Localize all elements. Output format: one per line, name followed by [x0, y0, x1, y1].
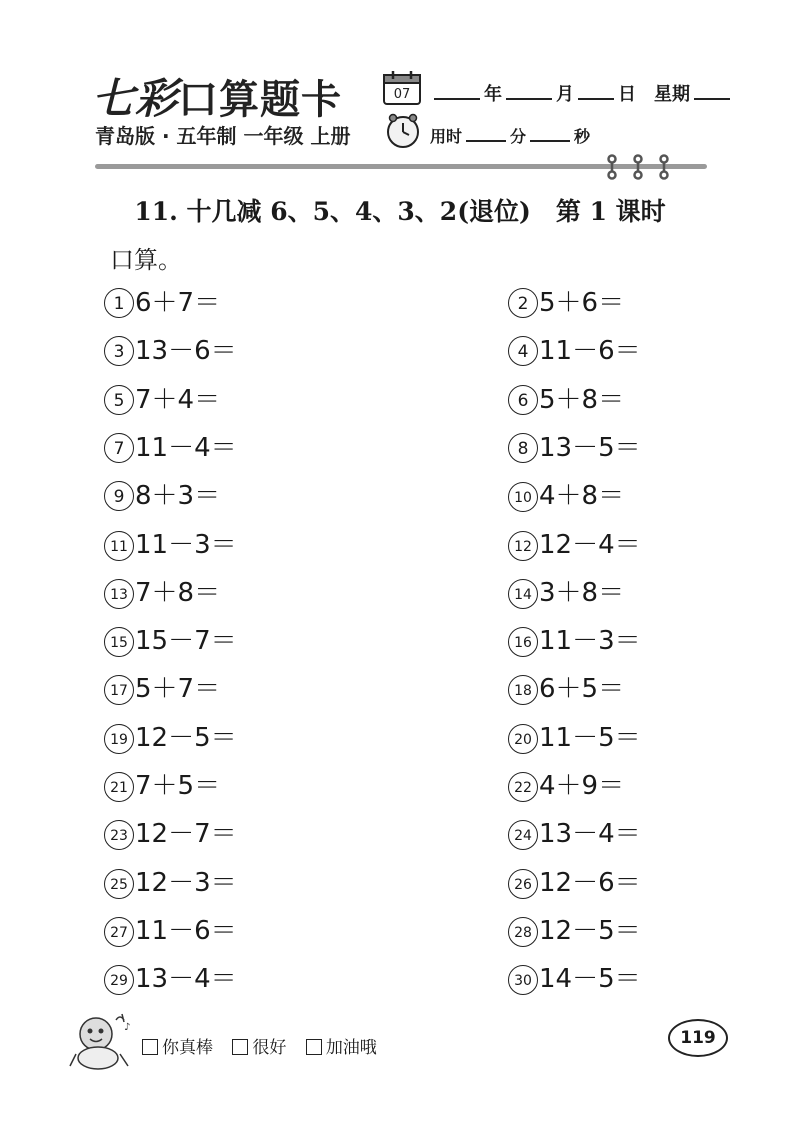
problem-expression: 11－4＝ — [135, 432, 237, 463]
problem-expression: 4＋9＝ — [539, 771, 625, 801]
problem-number: 29 — [104, 965, 134, 995]
problem-number: 24 — [508, 820, 538, 850]
problem-number: 14 — [508, 579, 538, 609]
clock-icon — [385, 113, 421, 149]
problem-item — [104, 813, 237, 850]
problem-item — [104, 572, 220, 609]
problem-expression: 12－5＝ — [135, 722, 237, 753]
problem-number: 6 — [508, 385, 538, 415]
problem-expression: 6＋5＝ — [539, 674, 625, 705]
problem-item — [508, 475, 624, 512]
weekday-label: 星期 — [654, 84, 690, 105]
problem-number: 3 — [104, 336, 134, 366]
problem-item — [508, 620, 641, 657]
checkbox[interactable] — [232, 1039, 248, 1055]
problem-item — [508, 813, 641, 850]
brand-title — [92, 66, 342, 126]
problem-number: 8 — [508, 433, 538, 463]
rating-label: 加油哦 — [325, 1038, 377, 1058]
checkbox[interactable] — [142, 1039, 158, 1055]
problem-expression: 12－7＝ — [135, 819, 237, 850]
problem-number: 12 — [508, 531, 538, 561]
problem-expression: 15－7＝ — [135, 626, 237, 657]
problem-number: 1 — [104, 288, 134, 318]
time-label: 用时 — [430, 127, 463, 146]
problem-number: 26 — [508, 869, 538, 899]
problem-number: 15 — [104, 627, 134, 657]
problem-expression: 12－6＝ — [539, 867, 641, 898]
problem-expression: 12－3＝ — [135, 867, 237, 898]
problem-expression: 12－5＝ — [539, 915, 641, 946]
problem-item — [104, 668, 220, 705]
binder-rings-icon — [604, 152, 674, 182]
problem-number: 19 — [104, 724, 134, 754]
problem-number: 27 — [104, 917, 134, 947]
problem-number: 21 — [104, 772, 134, 802]
problem-item — [104, 379, 220, 416]
day-label: 日 — [618, 84, 636, 105]
problem-item — [508, 668, 624, 705]
problem-expression: 11－6＝ — [539, 336, 641, 367]
problem-item — [508, 910, 641, 947]
rating-option-good[interactable] — [232, 1033, 286, 1058]
brand-stylized: 七彩 — [92, 74, 179, 123]
problem-expression: 7＋4＝ — [135, 384, 221, 415]
problem-expression: 14－5＝ — [539, 964, 641, 995]
problem-item — [104, 282, 220, 319]
problem-item — [104, 427, 237, 464]
problem-expression: 5＋8＝ — [539, 384, 625, 415]
problem-expression: 13－6＝ — [135, 336, 237, 367]
edition-label: 青岛版 · 五年制 一年级 上册 — [95, 124, 351, 148]
problem-item — [508, 717, 641, 754]
problem-item — [508, 379, 624, 416]
problem-item — [104, 910, 237, 947]
problem-number: 22 — [508, 772, 538, 802]
problem-item — [104, 862, 237, 899]
checkbox[interactable] — [306, 1039, 322, 1055]
problem-number: 10 — [508, 482, 538, 512]
problem-number: 25 — [104, 869, 134, 899]
month-label: 月 — [556, 84, 574, 105]
problem-expression: 13－4＝ — [539, 819, 641, 850]
rating-option-keep-going[interactable] — [306, 1033, 377, 1058]
calendar-icon — [382, 70, 422, 106]
problem-number: 7 — [104, 433, 134, 463]
problem-expression: 6＋7＝ — [135, 288, 221, 318]
problem-number: 30 — [508, 965, 538, 995]
month-blank[interactable] — [506, 84, 552, 100]
problem-expression: 5＋7＝ — [135, 674, 221, 705]
problem-item — [104, 765, 220, 802]
problem-number: 23 — [104, 820, 134, 850]
problem-expression: 13－5＝ — [539, 432, 641, 463]
problem-expression: 11－5＝ — [539, 722, 641, 753]
problem-number: 18 — [508, 675, 538, 705]
problem-number: 9 — [104, 481, 134, 511]
problem-number: 17 — [104, 675, 134, 705]
problem-expression: 12－4＝ — [539, 529, 641, 560]
problem-item — [104, 524, 237, 561]
problem-item — [508, 282, 624, 319]
problem-number: 16 — [508, 627, 538, 657]
problem-expression: 11－6＝ — [135, 915, 237, 946]
problem-item — [508, 765, 624, 802]
problem-item — [104, 330, 237, 367]
page-number: 119 — [668, 1019, 728, 1057]
problem-number: 20 — [508, 724, 538, 754]
problem-item — [508, 572, 624, 609]
problem-number: 2 — [508, 288, 538, 318]
problem-expression: 5＋6＝ — [539, 288, 625, 318]
rating-label: 很好 — [252, 1038, 287, 1058]
rating-option-great[interactable] — [142, 1033, 213, 1058]
time-fields — [430, 124, 590, 147]
problem-expression: 13－4＝ — [135, 964, 237, 995]
problem-item — [508, 862, 641, 899]
rating-label: 你真棒 — [162, 1038, 213, 1058]
year-blank[interactable] — [434, 84, 480, 100]
problem-expression: 3＋8＝ — [539, 577, 625, 608]
year-label: 年 — [484, 84, 502, 105]
problem-expression: 7＋8＝ — [135, 577, 221, 608]
minutes-blank[interactable] — [466, 128, 506, 142]
rating-options — [142, 1033, 391, 1058]
calendar-number: 07 — [393, 87, 411, 102]
problem-expression: 11－3＝ — [539, 626, 641, 657]
svg-text:♪: ♪ — [124, 1022, 131, 1033]
problem-item — [508, 427, 641, 464]
problem-item — [104, 958, 237, 995]
seconds-label: 秒 — [574, 127, 591, 146]
problem-item — [508, 524, 641, 561]
instruction-text: 口算。 — [110, 246, 182, 274]
brand-rest: 口算题卡 — [178, 77, 343, 123]
problem-item — [104, 717, 237, 754]
problem-item — [508, 330, 641, 367]
lesson-title: 11. 十几减 6、5、4、3、2(退位) 第 1 课时 — [134, 197, 666, 226]
problem-number: 28 — [508, 917, 538, 947]
date-fields — [430, 80, 734, 106]
problem-expression: 8＋3＝ — [135, 481, 221, 512]
problem-number: 13 — [104, 579, 134, 609]
mascot-icon — [66, 1010, 138, 1072]
problem-number: 4 — [508, 336, 538, 366]
problem-number: 5 — [104, 385, 134, 415]
minutes-label: 分 — [510, 127, 527, 146]
worksheet-header — [0, 0, 800, 190]
problem-item — [508, 958, 641, 995]
problem-expression: 4＋8＝ — [539, 481, 625, 512]
seconds-blank[interactable] — [530, 128, 570, 142]
problem-number: 11 — [104, 531, 134, 561]
weekday-blank[interactable] — [694, 84, 730, 100]
day-blank[interactable] — [578, 84, 614, 100]
problem-item — [104, 620, 237, 657]
problem-item — [104, 475, 220, 512]
problem-expression: 7＋5＝ — [135, 771, 221, 801]
problem-expression: 11－3＝ — [135, 529, 237, 560]
